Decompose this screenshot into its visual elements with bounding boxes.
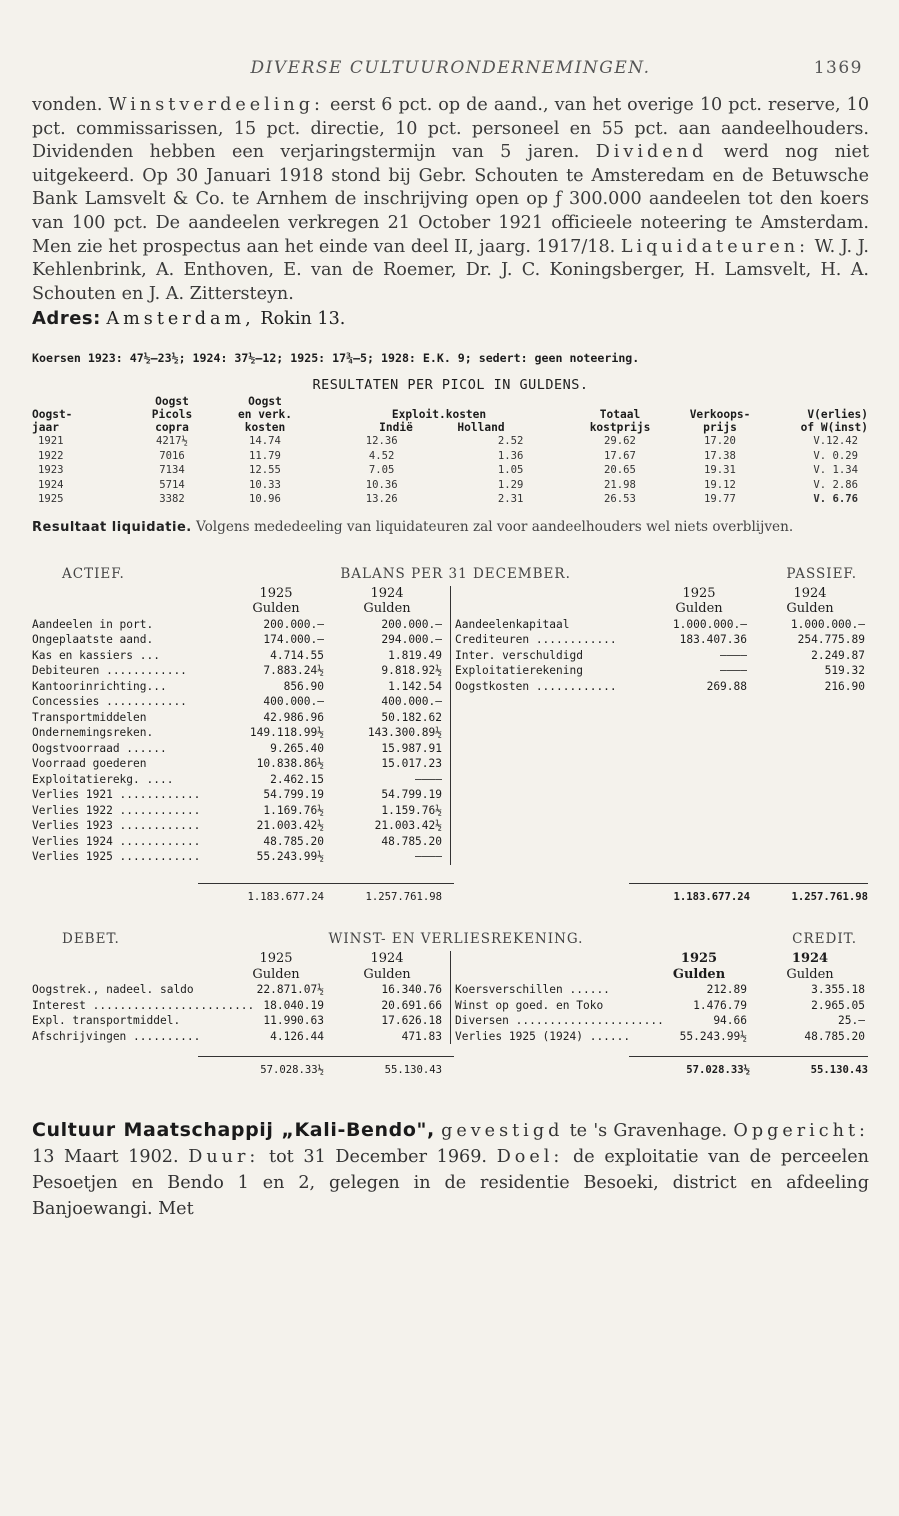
intro-text-2: eerst 6 pct. op de aand., van het overige 10 pct. reserve, 10 pct. commissarissen, 15 pct. directie, 10 pct. personeel en 55 pct. aan aandeelhouders. Dividenden hebben een verjaringstermijn van 5 jaren. (32, 95, 870, 163)
results-title: RESULTATEN PER PICOL IN GULDENS. (312, 377, 589, 394)
value-1924: 54.799.19 (381, 788, 442, 802)
value-1925: 1.000.000.— (672, 617, 747, 631)
row-label: Debiteuren ............ (32, 664, 187, 678)
table-row (455, 632, 869, 648)
table-row (32, 772, 450, 788)
winstverdeeling-label: Winstverdeeling: (108, 95, 324, 115)
table-row (32, 617, 450, 633)
adres-city: Amsterdam, (106, 309, 255, 330)
value-1924: 254.775.89 (797, 633, 865, 647)
debet-column (32, 951, 451, 1044)
value-1924: 3.355.18 (811, 983, 865, 997)
value-1925: 1.476.79 (693, 998, 747, 1012)
value-1924: ———— (415, 850, 442, 864)
table-row (32, 663, 450, 679)
value-1924: 2.965.05 (811, 998, 865, 1012)
value-1925: 55.243.99½ (256, 850, 324, 864)
row-label: Transportmiddelen (32, 710, 147, 724)
total-row (32, 890, 454, 906)
value-1925: 4.126.44 (270, 1029, 324, 1043)
row-label: Koersverschillen ...... (455, 983, 610, 997)
rule (629, 1056, 868, 1057)
results-header-row (32, 395, 868, 434)
gevestigd-label: gevestigd (441, 1120, 564, 1141)
value-1924: 143.300.89½ (367, 726, 442, 740)
table-row: 1921 4217½ 14.74 12.36 2.52 29.62 17.20 V.12.42 (38, 435, 858, 448)
value-1925: 94.66 (713, 1014, 747, 1028)
value-1925: 18.040.19 (263, 998, 324, 1012)
row-label: Verlies 1925 ............ (32, 850, 201, 864)
table-row (32, 710, 450, 726)
row-label: Interest ........................ (32, 998, 255, 1012)
value-1924: 50.182.62 (381, 710, 442, 724)
value-1924: 2.249.87 (811, 648, 865, 662)
intro-text-4: W. J. J. Kehlenbrink, A. Enthoven, E. van de Roemer, Dr. J. C. Koningsberger, H. Lamsvelt, H. A. Schouten en J. A. Zittersteyn. (32, 236, 870, 304)
row-label: Concessies ............ (32, 695, 187, 709)
intro-text-1: vonden. (32, 95, 103, 115)
balans-title: BALANS PER 31 DECEMBER. (340, 565, 571, 582)
value-1925: 400.000.— (263, 695, 324, 709)
value-1924: 25.— (838, 1014, 865, 1028)
col-oogst-jaar: Oogst- jaar (32, 408, 73, 435)
row-label: Voorraad goederen (32, 757, 147, 771)
row-label: Aandeelenkapitaal (455, 617, 570, 631)
rule (198, 1056, 454, 1057)
duur-label: Duur: (188, 1146, 260, 1167)
value-1924: 1.159.76½ (381, 803, 442, 817)
table-row (455, 982, 869, 998)
total-1924: 55.130.43 (810, 1064, 868, 1077)
winst-title: WINST- EN VERLIESREKENING. (328, 931, 584, 948)
address-line (32, 308, 869, 329)
total-1924: 1.257.761.98 (365, 890, 442, 903)
value-1924: 1.000.000.— (790, 617, 865, 631)
winst-section (32, 931, 869, 1079)
col-verk-kosten: Oogst en verk. kosten (238, 395, 292, 435)
value-1925: 2.462.15 (270, 772, 324, 786)
table-row: 1925 3382 10.96 13.26 2.31 26.53 19.77 V. 6.76 (38, 493, 858, 506)
table-row (455, 617, 869, 633)
table-row (32, 725, 450, 741)
value-1925: 212.89 (706, 983, 747, 997)
value-1924: 16.340.76 (381, 983, 442, 997)
unit-header-row: Gulden Gulden (675, 601, 834, 617)
total-1924: 55.130.43 (384, 1064, 442, 1077)
value-1925: ———— (720, 664, 747, 678)
balans-section (32, 566, 869, 906)
table-row (32, 834, 450, 850)
page-number: 1369 (813, 58, 863, 78)
table-row: 1922 7016 11.79 4.52 1.36 17.67 17.38 V. 0.29 (38, 449, 858, 462)
row-label: Verlies 1923 ............ (32, 819, 201, 833)
winst-totals (32, 1044, 869, 1079)
value-1925: 21.003.42½ (256, 819, 324, 833)
balans-totals (32, 865, 869, 906)
winst-grid (32, 951, 869, 1044)
value-1925: 7.883.24½ (263, 664, 324, 678)
value-1925: 149.118.99½ (249, 726, 324, 740)
row-label: Inter. verschuldigd (455, 648, 583, 662)
table-row (32, 756, 450, 772)
value-1925: 174.000.— (263, 633, 324, 647)
table-row (32, 1013, 450, 1029)
balans-headings (32, 566, 869, 582)
table-row (455, 679, 869, 695)
intro-paragraph (32, 94, 869, 306)
table-row (32, 694, 450, 710)
value-1924: 200.000.— (381, 617, 442, 631)
row-label: Verlies 1921 ............ (32, 788, 201, 802)
col-exploit: Exploit.kosten Indië Holland (379, 408, 505, 435)
row-label: Oogstrek., nadeel. saldo (32, 983, 194, 997)
koersen-line: Koersen 1923: 47½—23½; 1924: 37½—12; 1925: 17¾—5; 1928: E.K. 9; sedert: geen noteering. (32, 351, 640, 366)
actief-column (32, 586, 451, 865)
value-1925: 269.88 (706, 679, 747, 693)
unit-header-row: Gulden Gulden (252, 601, 411, 617)
passief-column (451, 586, 869, 865)
kali-bendo-paragraph: Cultuur Maatschappij „Kali-Bendo", gevestigd te 's Gravenhage. Opgericht: 13 Maart 1902. Duur: tot 31 December 1969. Doel: de exploitatie van de perceelen Pesoetjen en Bendo 1 en 2, gelegen in de residentie Besoeki, district en afdeeling Banjoewangi. Met (32, 1118, 870, 1219)
unit-header-row: Gulden Gulden (672, 966, 834, 982)
value-1925: 55.243.99½ (679, 1029, 747, 1043)
year-header-row: 1925 1924 (259, 585, 404, 601)
liquidatie-paragraph (32, 519, 869, 536)
value-1925: ———— (720, 648, 747, 662)
value-1925: 48.785.20 (263, 834, 324, 848)
intro-text-3: werd nog niet uitgekeerd. Op 30 Januari 1918 stond bij Gebr. Schouten te Amsteredam en de Betuwsche Bank Lamsvelt & Co. te Arnhem de inschrijving open op ƒ 300.000 aandeelen tot den koers van 100 pct. De aandeelen verkregen 21 October 1921 officieele noteering te Amsterdam. Men zie het prospectus aan het einde van deel II, jaarg. 1917/18. (32, 142, 870, 257)
row-label: Verlies 1925 (1924) ...... (455, 1029, 631, 1043)
table-row (32, 849, 450, 865)
table-row (32, 741, 450, 757)
total-1925: 57.028.33½ (686, 1064, 750, 1077)
value-1925: 9.265.40 (270, 741, 324, 755)
col-picols: Oogst Picols copra (151, 395, 193, 435)
value-1925: 856.90 (283, 679, 324, 693)
row-label: Oogstvoorraad ...... (32, 741, 167, 755)
total-row (454, 1063, 872, 1079)
liquidateuren-label: Liquidateuren: (620, 236, 810, 257)
table-row (32, 648, 450, 664)
value-1925: 1.169.76½ (263, 803, 324, 817)
running-head-title: DIVERSE CULTUURONDERNEMINGEN. (250, 58, 651, 78)
row-label: Winst op goed. en Toko (455, 998, 604, 1012)
winst-headings (32, 931, 869, 947)
year-header-row: 1925 1924 (680, 951, 829, 967)
doel-label: Doel: (496, 1146, 564, 1167)
table-row (32, 998, 450, 1014)
actief-heading: ACTIEF. (62, 565, 125, 582)
debet-heading: DEBET. (62, 931, 120, 948)
value-1924: 15.017.23 (381, 757, 442, 771)
table-row (455, 998, 869, 1014)
value-1924: 20.691.66 (381, 998, 442, 1012)
col-verlies: V(erlies) of W(inst) (800, 408, 868, 435)
results-table (32, 395, 868, 507)
row-label: Exploitatierekening (455, 664, 583, 678)
rule (198, 883, 454, 884)
table-row (32, 818, 450, 834)
unit-header-row: Gulden Gulden (252, 966, 411, 982)
row-label: Verlies 1924 ............ (32, 834, 201, 848)
table-row: 1923 7134 12.55 7.05 1.05 20.65 19.31 V. 1.34 (38, 464, 858, 477)
adres-label: Adres: (32, 308, 101, 330)
liquidatie-text: Volgens mededeeling van liquidateuren zal voor aandeelhouders wel niets overblijven. (196, 518, 794, 535)
total-row (32, 1063, 454, 1079)
opgericht-label: Opgericht: (733, 1120, 869, 1141)
table-row (455, 648, 869, 664)
balans-grid (32, 586, 869, 865)
total-row (454, 890, 872, 906)
col-verkoop: Verkoops- prijs (689, 408, 751, 435)
row-label: Diversen ...................... (455, 1014, 664, 1028)
value-1925: 4.714.55 (270, 648, 324, 662)
table-row (32, 679, 450, 695)
row-label: Kantoorinrichting... (32, 679, 167, 693)
value-1924: 519.32 (824, 664, 865, 678)
value-1924: 1.819.49 (388, 648, 442, 662)
value-1925: 183.407.36 (679, 633, 747, 647)
row-label: Aandeelen in port. (32, 617, 154, 631)
total-1924: 1.257.761.98 (791, 890, 868, 903)
value-1924: 1.142.54 (388, 679, 442, 693)
value-1924: 21.003.42½ (374, 819, 442, 833)
table-row (455, 1029, 869, 1045)
value-1924: 17.626.18 (381, 1014, 442, 1028)
table-row (455, 1013, 869, 1029)
table-row (455, 663, 869, 679)
row-label: Ondernemingsreken. (32, 726, 154, 740)
credit-heading: CREDIT. (792, 931, 857, 948)
table-row (32, 787, 450, 803)
liquidatie-label: Resultaat liquidatie. (32, 519, 192, 535)
year-header-row: 1925 1924 (259, 951, 404, 967)
col-totaal: Totaal kostprijs (589, 408, 651, 435)
value-1924: 9.818.92½ (381, 664, 442, 678)
row-label: Verlies 1922 ............ (32, 803, 201, 817)
table-row (32, 982, 450, 998)
adres-street: Rokin 13. (260, 309, 346, 330)
total-1925: 57.028.33½ (260, 1064, 324, 1077)
value-1924: 400.000.— (381, 695, 442, 709)
value-1925: 10.838.86½ (256, 757, 324, 771)
value-1925: 200.000.— (263, 617, 324, 631)
passief-heading: PASSIEF. (786, 565, 857, 582)
row-label: Kas en kassiers ... (32, 648, 160, 662)
dividend-label: Dividend (595, 142, 708, 163)
row-label: Oogstkosten ............ (455, 679, 617, 693)
rule (629, 883, 868, 884)
table-row (32, 632, 450, 648)
total-1925: 1.183.677.24 (673, 890, 750, 903)
table-row: 1924 5714 10.33 10.36 1.29 21.98 19.12 V. 2.86 (38, 478, 858, 491)
company-name: Cultuur Maatschappij „Kali-Bendo", (32, 1118, 435, 1141)
table-row (32, 803, 450, 819)
row-label: Exploitatierekg. .... (32, 772, 174, 786)
total-1925: 1.183.677.24 (247, 890, 324, 903)
value-1924: 216.90 (824, 679, 865, 693)
value-1924: 48.785.20 (804, 1029, 865, 1043)
value-1925: 54.799.19 (263, 788, 324, 802)
value-1925: 42.986.96 (263, 710, 324, 724)
value-1924: 15.987.91 (381, 741, 442, 755)
table-row (32, 1029, 450, 1045)
value-1924: ———— (415, 772, 442, 786)
running-head (32, 58, 869, 94)
row-label: Crediteuren ............ (455, 633, 617, 647)
value-1924: 471.83 (401, 1029, 442, 1043)
row-label: Ongeplaatste aand. (32, 633, 154, 647)
value-1925: 22.871.07½ (256, 983, 324, 997)
value-1924: 48.785.20 (381, 834, 442, 848)
value-1925: 11.990.63 (263, 1014, 324, 1028)
row-label: Expl. transportmiddel. (32, 1014, 181, 1028)
value-1924: 294.000.— (381, 633, 442, 647)
year-header-row: 1925 1924 (682, 585, 827, 601)
credit-column (451, 951, 869, 1044)
row-label: Afschrijvingen .......... (32, 1029, 201, 1043)
